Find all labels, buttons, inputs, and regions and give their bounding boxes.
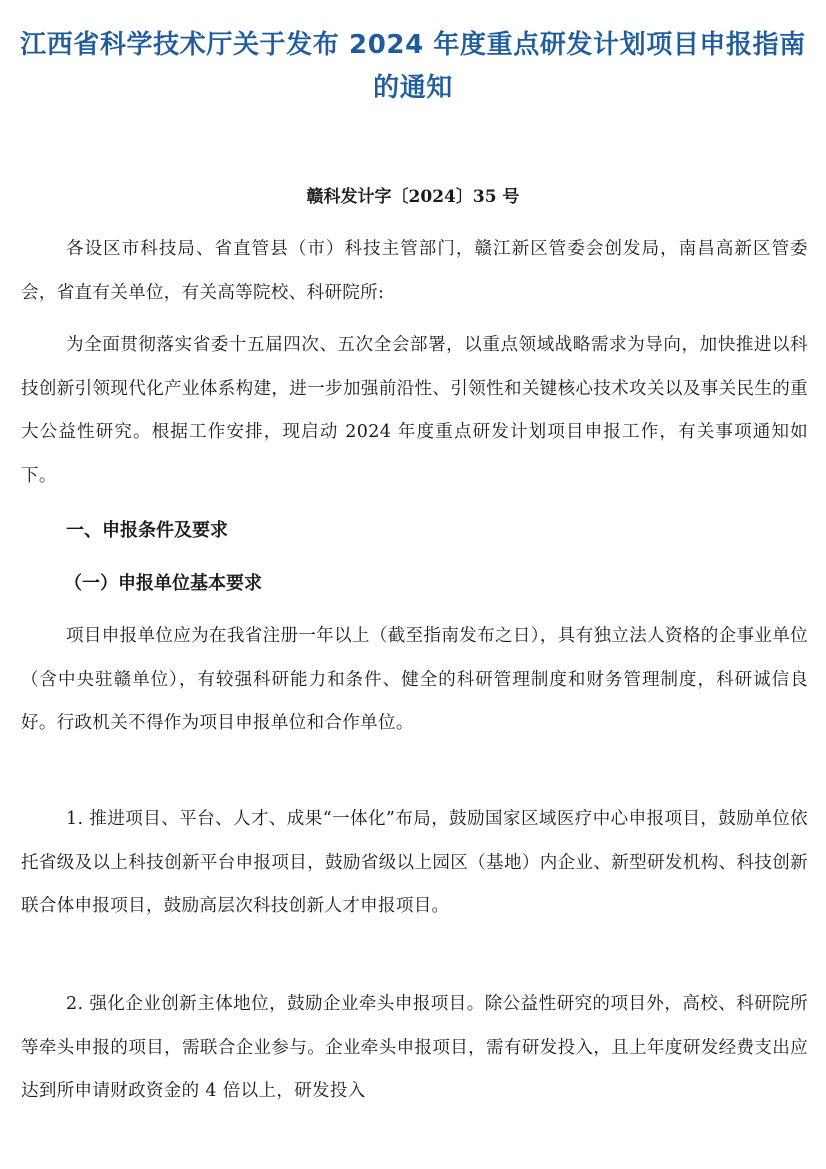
document-title: 江西省科学技术厅关于发布 2024 年度重点研发计划项目申报指南的通知: [20, 30, 806, 103]
section-heading: 一、申报条件及要求: [66, 520, 228, 541]
item-1-paragraph: 1. 推进项目、平台、人才、成果“一体化”布局，鼓励国家区域医疗中心申报项目，鼓励单位依托省级及以上科技创新平台申报项目，鼓励省级以上园区（基地）内企业、新型研发机构、科技创新联合体申报项目，鼓励高层次科技创新人才申报项目。: [21, 809, 808, 917]
salutation-paragraph: 各设区市科技局、省直管县（市）科技主管部门，赣江新区管委会创发局，南昌高新区管委会，省直有关单位，有关高等院校、科研院所:: [21, 239, 808, 303]
item-2-paragraph: 2. 强化企业创新主体地位，鼓励企业牵头申报项目。除公益性研究的项目外，高校、科研院所等牵头申报的项目，需联合企业参与。企业牵头申报项目，需有研发投入，且上年度研发经费支出应达到所申请财政资金的 4 倍以上，研发投入: [21, 994, 808, 1102]
requirements-paragraph: 项目申报单位应为在我省注册一年以上（截至指南发布之日），具有独立法人资格的企事业单位（含中央驻赣单位），有较强科研能力和条件、健全的科研管理制度和财务管理制度，科研诚信良好。行政机关不得作为项目申报单位和合作单位。: [21, 626, 808, 734]
subsection-heading: （一）申报单位基本要求: [64, 573, 262, 594]
document-number: 赣科发计字〔2024〕35 号: [306, 187, 520, 207]
intro-paragraph: 为全面贯彻落实省委十五届四次、五次全会部署，以重点领域战略需求为导向，加快推进以科技创新引领现代化产业体系构建，进一步加强前沿性、引领性和关键核心技术攻关以及事关民生的重大公益性研究。根据工作安排，现启动 2024 年度重点研发计划项目申报工作，有关事项通知如下。: [21, 335, 808, 486]
